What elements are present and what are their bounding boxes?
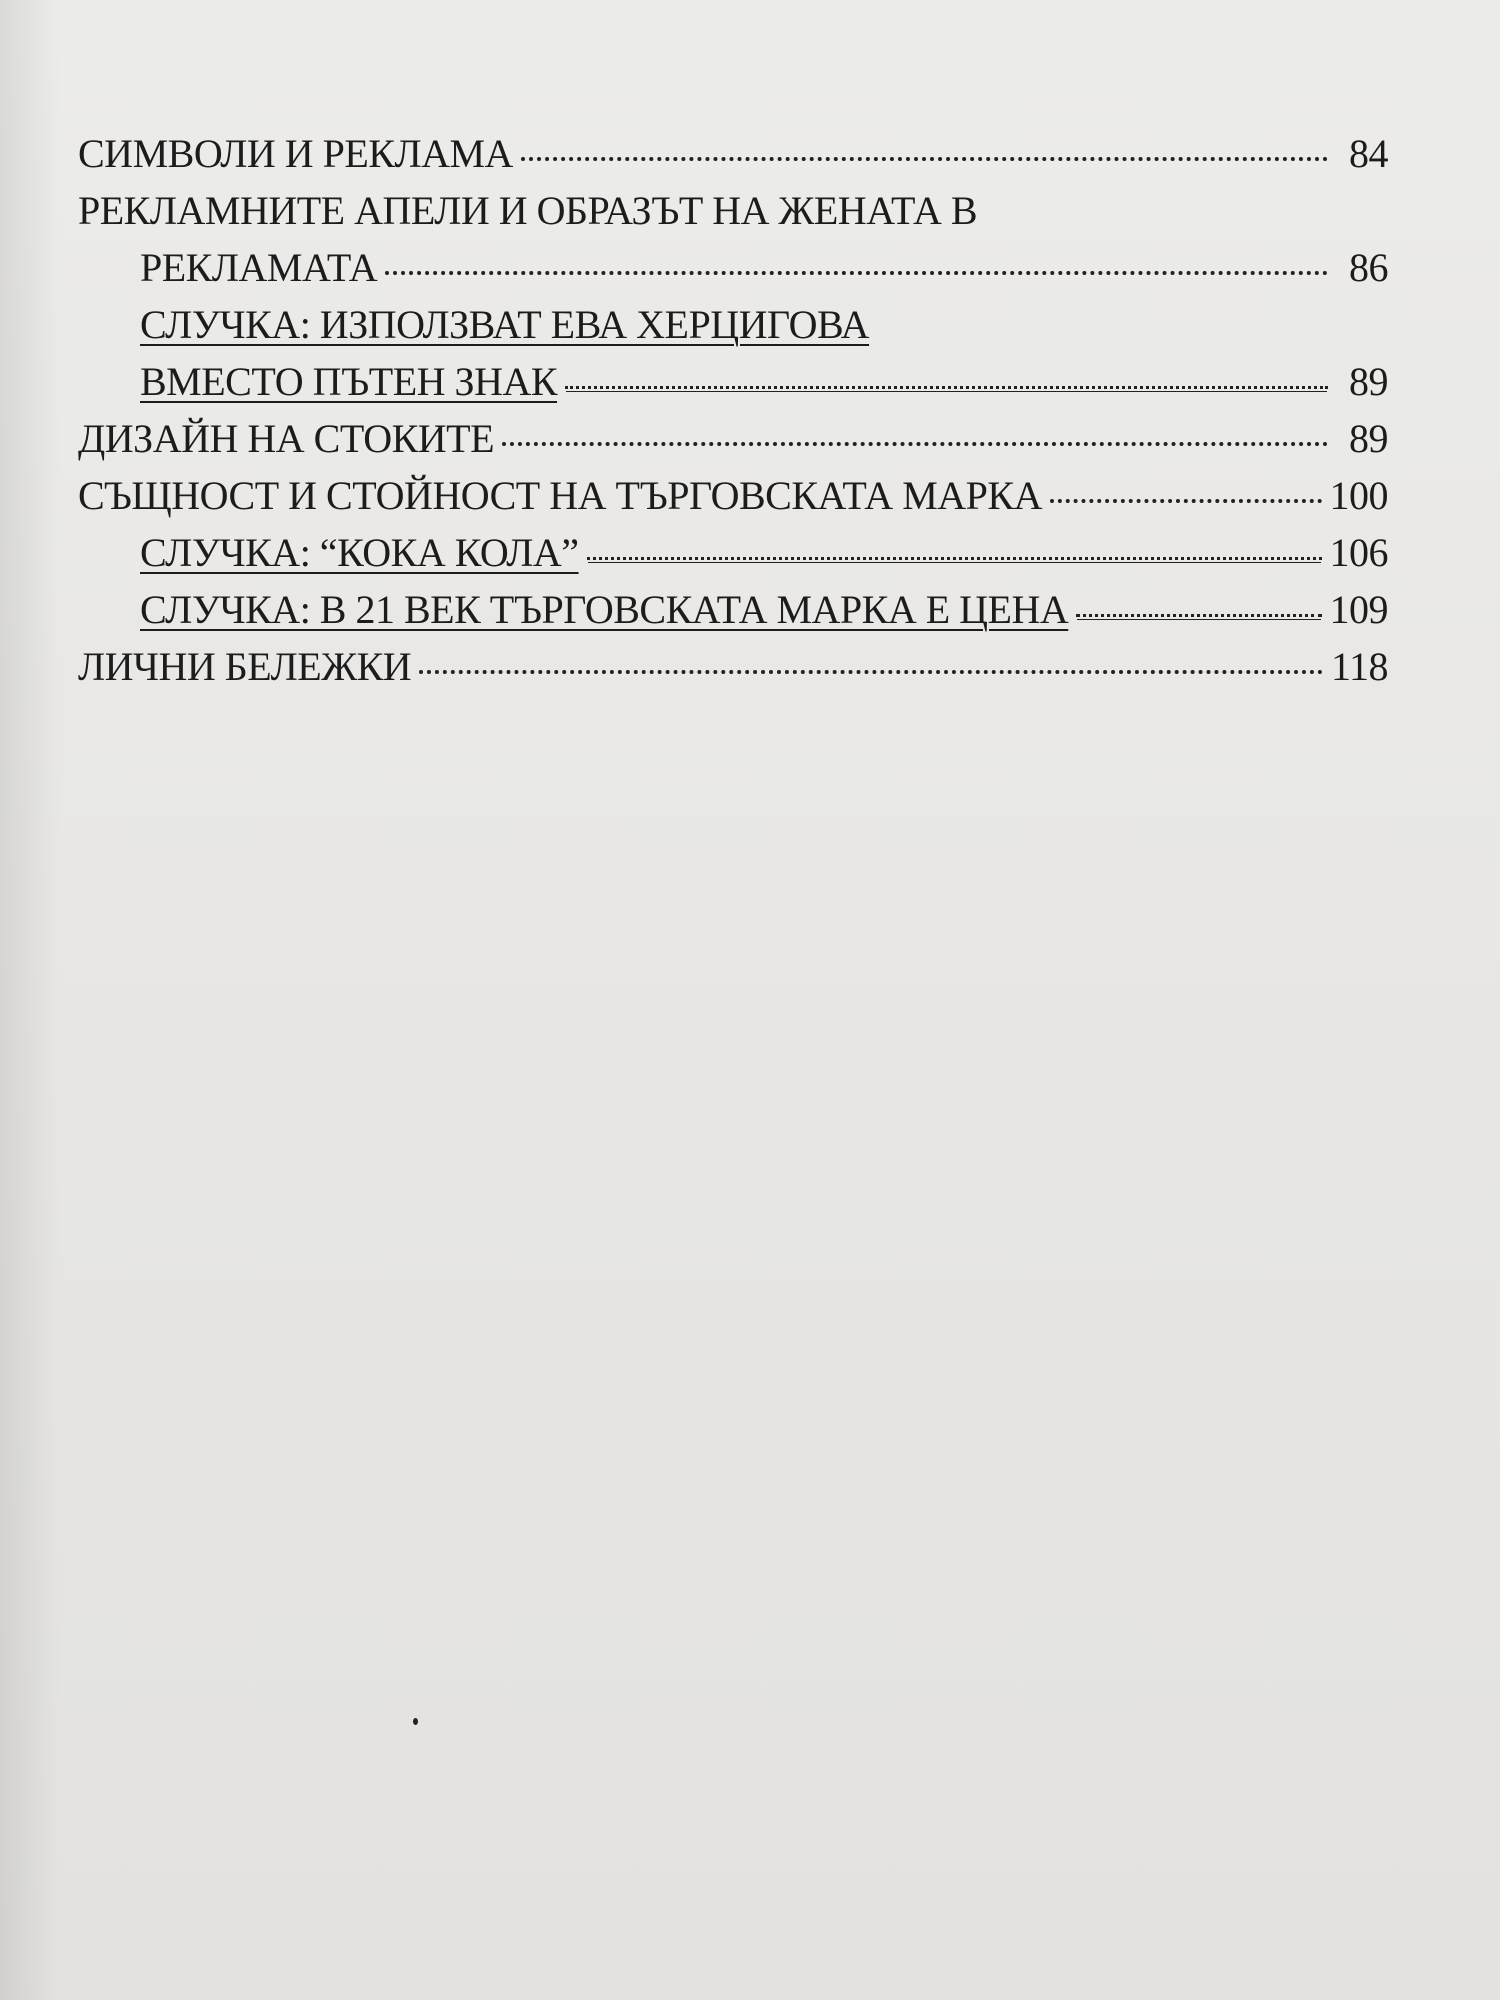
toc-entry-title: ЛИЧНИ БЕЛЕЖКИ: [78, 644, 412, 689]
toc-entry: [78, 187, 1388, 244]
toc-entry-title: РЕКЛАМАТА: [140, 245, 378, 290]
toc-entry: [78, 643, 1388, 700]
toc-entry-title: СЛУЧКА: В 21 ВЕК ТЪРГОВСКАТА МАРКА Е ЦЕНА: [140, 587, 1069, 632]
toc-entry-title: ДИЗАЙН НА СТОКИТЕ: [78, 416, 495, 461]
toc-entry-page: 86: [1349, 245, 1388, 290]
toc-entry-page: 109: [1329, 587, 1388, 632]
toc-entry-page: 106: [1329, 530, 1388, 575]
toc-entry-title: СИМВОЛИ И РЕКЛАМА: [78, 131, 513, 176]
toc-entry-page: 89: [1349, 359, 1388, 404]
ink-speck: [413, 1718, 418, 1725]
toc-entry: [78, 130, 1388, 187]
toc-entry: [78, 529, 1388, 586]
dot-leader: [1076, 614, 1321, 617]
page-shadow: [0, 0, 60, 2000]
toc-entry: [78, 244, 1388, 301]
dot-leader: [521, 157, 1328, 161]
toc-entry: [78, 301, 1388, 358]
dot-leader: [587, 557, 1322, 560]
toc-entry-page: 89: [1349, 416, 1388, 461]
toc-entry: [78, 358, 1388, 415]
toc-entry-title: СЪЩНОСТ И СТОЙНОСТ НА ТЪРГОВСКАТА МАРКА: [78, 473, 1042, 518]
toc-entry: [78, 415, 1388, 472]
toc-entry-title: РЕКЛАМНИТЕ АПЕЛИ И ОБРАЗЪТ НА ЖЕНАТА В: [78, 188, 978, 233]
toc-entry-page: 118: [1330, 644, 1388, 689]
dot-leader: [502, 442, 1328, 446]
dot-leader: [385, 271, 1328, 275]
toc-entry-title: ВМЕСТО ПЪТЕН ЗНАК: [140, 359, 558, 404]
dot-leader: [565, 386, 1328, 389]
toc-entry-title: СЛУЧКА: ИЗПОЛЗВАТ ЕВА ХЕРЦИГОВА: [140, 302, 870, 347]
toc-entry-page: 100: [1329, 473, 1388, 518]
table-of-contents: [78, 130, 1388, 700]
toc-entry: [78, 472, 1388, 529]
dot-leader: [1050, 499, 1322, 503]
toc-entry-page: 84: [1349, 131, 1388, 176]
dot-leader: [419, 670, 1323, 674]
toc-entry: [78, 586, 1388, 643]
toc-entry-title: СЛУЧКА: “КОКА КОЛА”: [140, 530, 579, 575]
